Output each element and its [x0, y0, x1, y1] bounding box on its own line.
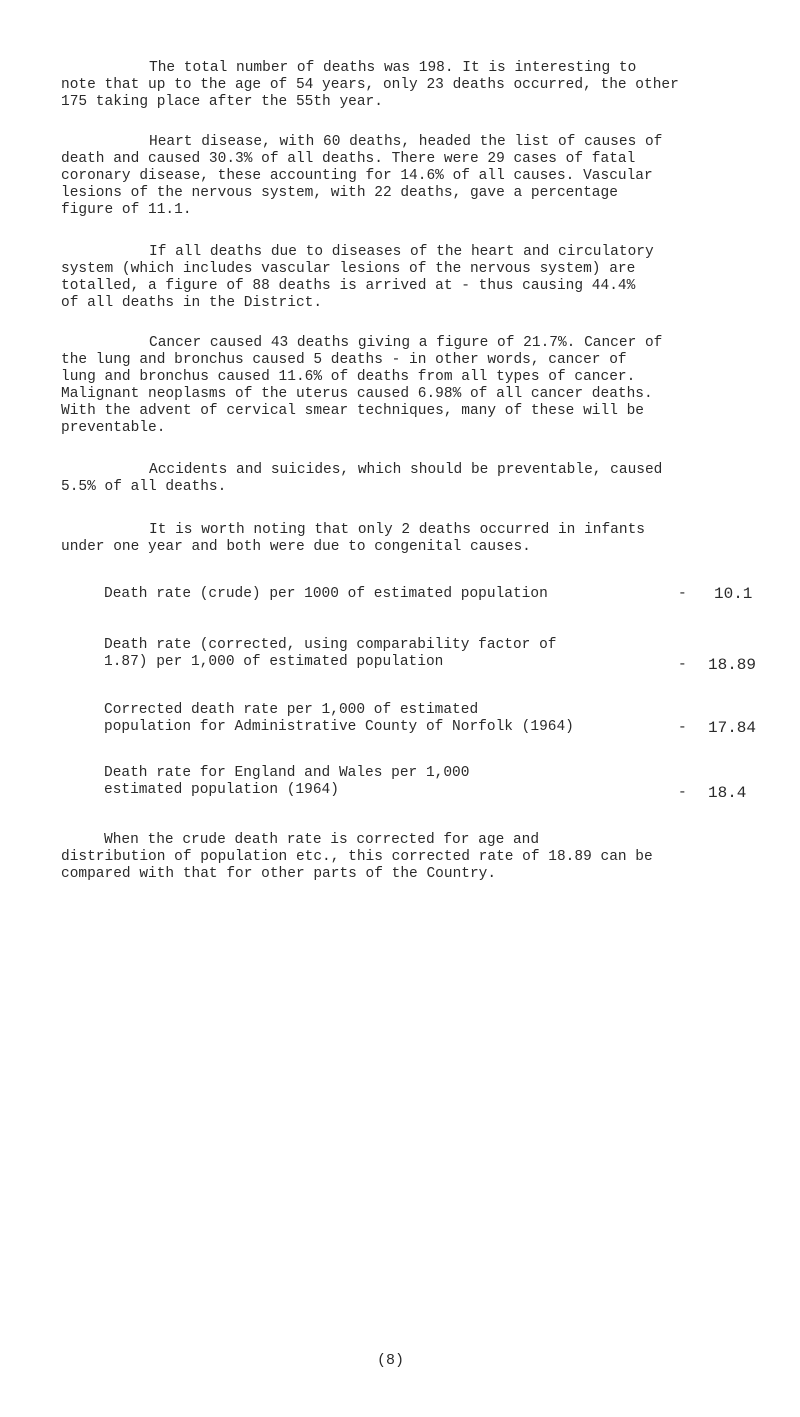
text-line: Cancer caused 43 deaths giving a figure of 21.7%. Cancer of	[149, 335, 663, 351]
text-line: note that up to the age of 54 years, only 23 deaths occurred, the other	[61, 77, 679, 93]
text-line: system (which includes vascular lesions of the nervous system) are	[61, 261, 636, 277]
rate-label: 1.87) per 1,000 of estimated population	[104, 654, 444, 670]
rate-dash: -	[678, 586, 687, 602]
text-line: coronary disease, these accounting for 14.6% of all causes. Vascular	[61, 168, 653, 184]
text-line: death and caused 30.3% of all deaths. There were 29 cases of fatal	[61, 151, 636, 167]
text-line: totalled, a figure of 88 deaths is arrived at - thus causing 44.4%	[61, 278, 636, 294]
rate-dash: -	[678, 657, 687, 673]
text-line: With the advent of cervical smear techniques, many of these will be	[61, 403, 644, 419]
page-number: (8)	[377, 1352, 405, 1369]
text-line: compared with that for other parts of the Country.	[61, 866, 497, 882]
text-line: 175 taking place after the 55th year.	[61, 94, 383, 110]
rate-label: Death rate for England and Wales per 1,000	[104, 765, 470, 781]
text-line: If all deaths due to diseases of the heart and circulatory	[149, 244, 654, 260]
text-line: lesions of the nervous system, with 22 deaths, gave a percentage	[61, 185, 618, 201]
text-line: under one year and both were due to congenital causes.	[61, 539, 531, 555]
rate-label: estimated population (1964)	[104, 782, 339, 798]
text-line: 5.5% of all deaths.	[61, 479, 227, 495]
text-line: Accidents and suicides, which should be preventable, caused	[149, 462, 663, 478]
text-line: The total number of deaths was 198. It is interesting to	[149, 60, 637, 76]
text-line: It is worth noting that only 2 deaths occurred in infants	[149, 522, 645, 538]
rate-label: population for Administrative County of Norfolk (1964)	[104, 719, 574, 735]
rate-dash: -	[678, 785, 687, 801]
rate-value: 18.89	[708, 656, 757, 674]
rate-value: 10.1	[714, 585, 753, 603]
text-line: lung and bronchus caused 11.6% of deaths from all types of cancer.	[61, 369, 636, 385]
rate-dash: -	[678, 720, 687, 736]
rate-label: Death rate (crude) per 1000 of estimated population	[104, 586, 548, 602]
text-line: distribution of population etc., this corrected rate of 18.89 can be	[61, 849, 653, 865]
rate-label: Corrected death rate per 1,000 of estimated	[104, 702, 479, 718]
text-line: Malignant neoplasms of the uterus caused 6.98% of all cancer deaths.	[61, 386, 653, 402]
text-line: the lung and bronchus caused 5 deaths - in other words, cancer of	[61, 352, 627, 368]
text-line: of all deaths in the District.	[61, 295, 323, 311]
text-line: preventable.	[61, 420, 166, 436]
text-line: When the crude death rate is corrected for age and	[104, 832, 540, 848]
rate-label: Death rate (corrected, using comparability factor of	[104, 637, 557, 653]
rate-value: 18.4	[708, 784, 747, 802]
text-line: Heart disease, with 60 deaths, headed the list of causes of	[149, 134, 663, 150]
rate-value: 17.84	[708, 719, 757, 737]
text-line: figure of 11.1.	[61, 202, 192, 218]
